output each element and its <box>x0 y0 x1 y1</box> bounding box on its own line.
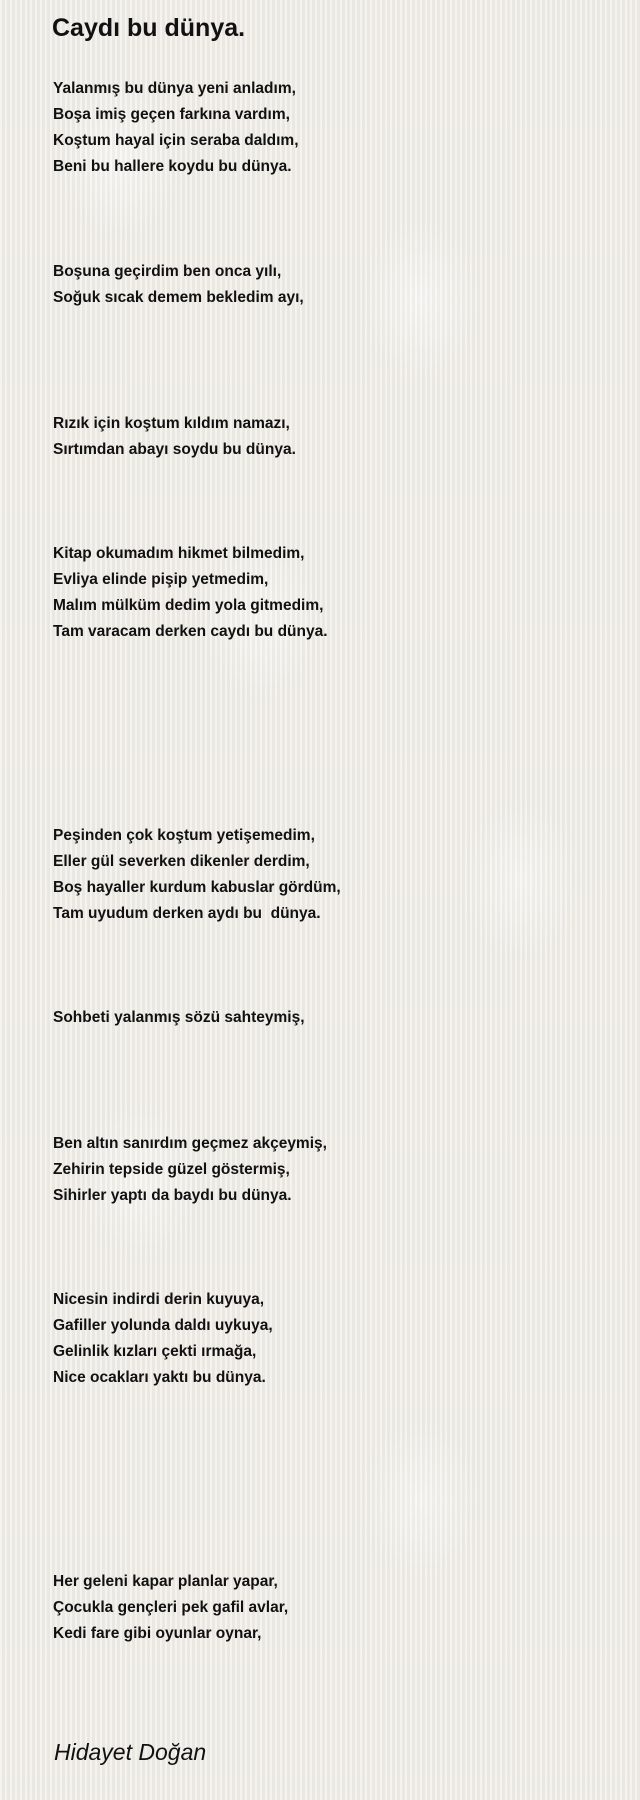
poem-line: Çocukla gençleri pek gafil avlar, <box>53 1599 289 1616</box>
poem-line: Nicesin indirdi derin kuyuya, <box>53 1291 265 1308</box>
stanza-4 <box>53 541 328 645</box>
poem-line: Tam varacam derken caydı bu dünya. <box>53 623 328 640</box>
poem-line: Her geleni kapar planlar yapar, <box>53 1573 278 1590</box>
poem-title: Caydı bu dünya. <box>52 14 246 42</box>
poem-line: Yalanmış bu dünya yeni anladım, <box>53 80 296 97</box>
stanza-8 <box>53 1287 273 1391</box>
poem-line: Beni bu hallere koydu bu dünya. <box>53 158 292 175</box>
poem-line: Koştum hayal için seraba daldım, <box>53 132 299 149</box>
poem-line: Zehirin tepside güzel göstermiş, <box>53 1161 290 1178</box>
poem-line: Gelinlik kızları çekti ırmağa, <box>53 1343 257 1360</box>
poem-line: Kitap okumadım hikmet bilmedim, <box>53 545 305 562</box>
poem-line: Tam uyudum derken aydı bu dünya. <box>53 905 321 922</box>
poem-line: Nice ocakları yaktı bu dünya. <box>53 1369 266 1386</box>
poem-line: Boşa imiş geçen farkına vardım, <box>53 106 290 123</box>
stanza-7 <box>53 1131 327 1209</box>
poem-line: Peşinden çok koştum yetişemedim, <box>53 827 315 844</box>
poem-line: Sihirler yaptı da baydı bu dünya. <box>53 1187 292 1204</box>
poem-line: Evliya elinde pişip yetmedim, <box>53 571 269 588</box>
stanza-5 <box>53 823 341 927</box>
stanza-9 <box>53 1569 288 1647</box>
poem-line: Soğuk sıcak demem bekledim ayı, <box>53 289 304 306</box>
poem-line: Rızık için koştum kıldım namazı, <box>53 415 290 432</box>
poem-line: Eller gül severken dikenler derdim, <box>53 853 310 870</box>
poem-author: Hidayet Doğan <box>54 1739 207 1765</box>
stanza-1 <box>53 76 299 180</box>
poem-line: Kedi fare gibi oyunlar oynar, <box>53 1625 262 1642</box>
stanza-6 <box>53 1005 305 1031</box>
stanza-3 <box>53 411 296 463</box>
poem-line: Sohbeti yalanmış sözü sahteymiş, <box>53 1009 305 1026</box>
poem-line: Malım mülküm dedim yola gitmedim, <box>53 597 324 614</box>
poem-line: Ben altın sanırdım geçmez akçeymiş, <box>53 1135 327 1152</box>
stanza-2 <box>53 259 304 311</box>
poem-line: Sırtımdan abayı soydu bu dünya. <box>53 441 296 458</box>
poem-line: Boş hayaller kurdum kabuslar gördüm, <box>53 879 341 896</box>
poem-line: Boşuna geçirdim ben onca yılı, <box>53 263 282 280</box>
poem-line: Gafiller yolunda daldı uykuya, <box>53 1317 273 1334</box>
